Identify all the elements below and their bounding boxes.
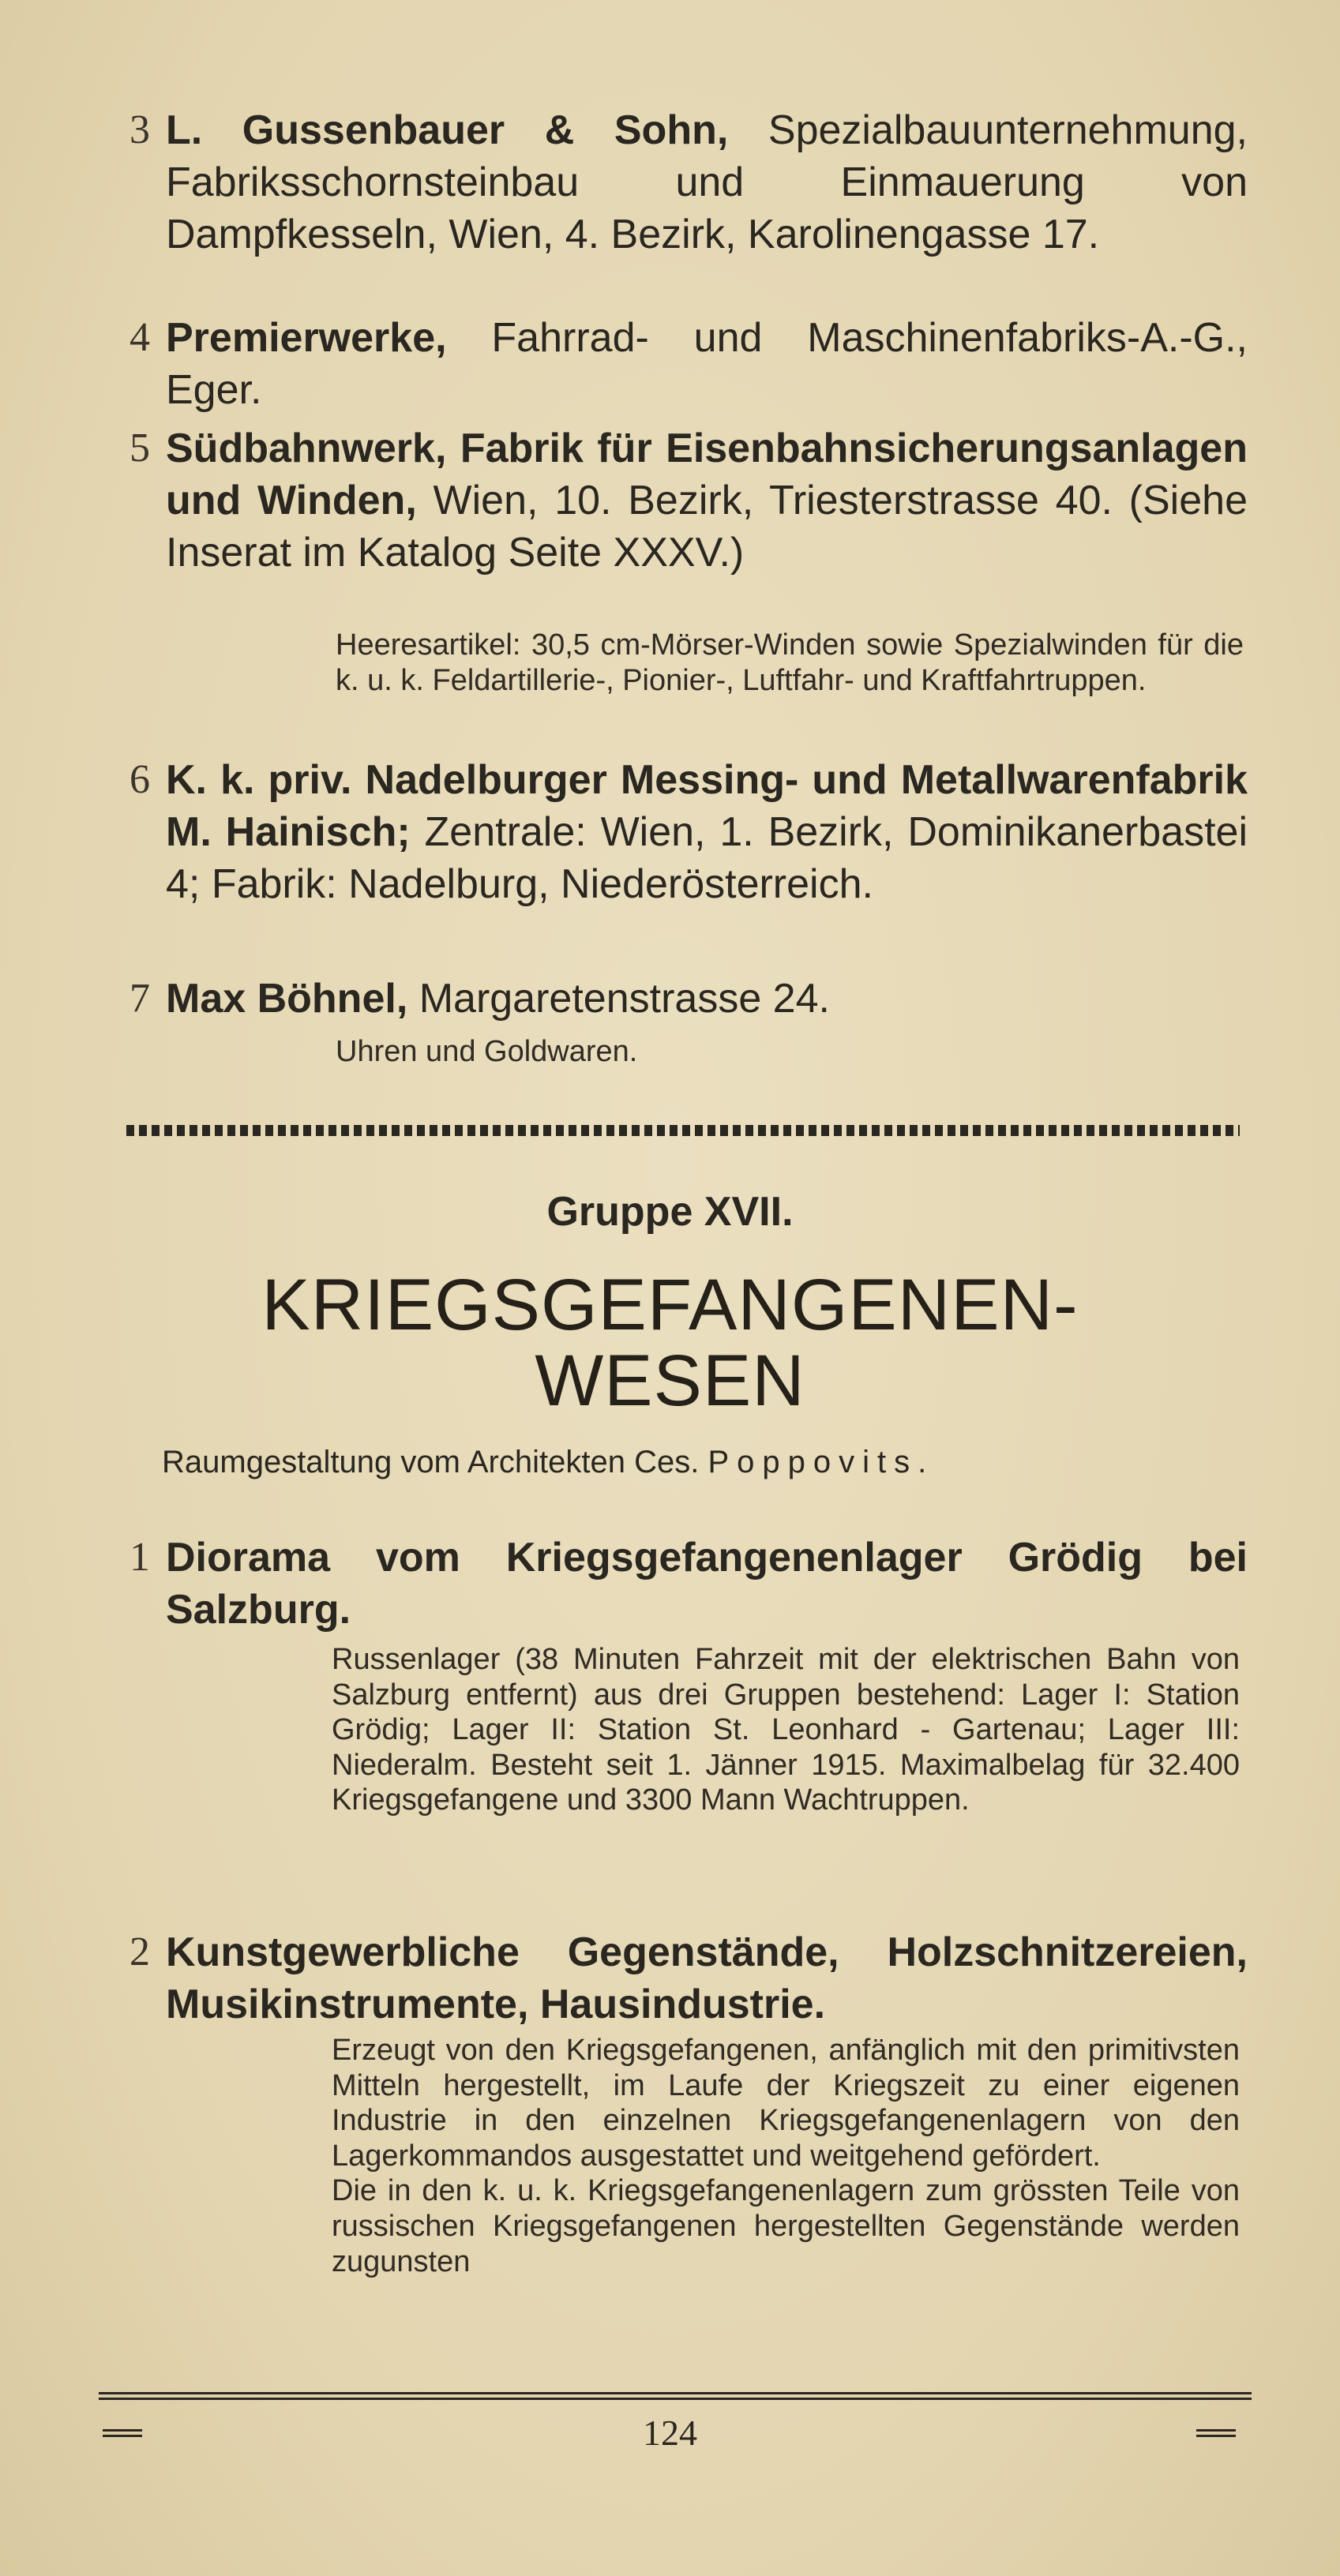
- page-number: 124: [643, 2413, 697, 2453]
- entry-description: Wien, 10. Bezirk, Triesterstrasse 40. (Siehe Inserat im Katalog Seite XXXV.): [166, 478, 1248, 576]
- entry-5-note: Heeresartikel: 30,5 cm-Mörser-Winden sowie Spezialwinden für die k. u. k. Feldartillerie-, Pionier-, Luftfahr- und Kraftfahrtruppen.: [336, 628, 1244, 697]
- group-label: Gruppe XVII.: [546, 1189, 794, 1235]
- page-footer: [0, 2412, 1340, 2459]
- company-name: Südbahnwerk, Fabrik für Eisenbahnsicherungsanlagen und Winden,: [166, 426, 1248, 523]
- entry-number: 6: [129, 757, 150, 802]
- group-entry-1-description: Russenlager (38 Minuten Fahrzeit mit der elektrischen Bahn von Salzburg entfernt) aus drei Gruppen bestehend: Lager I: Station Grödig; Lager II: Station St. Leonhard - Gartenau; Lager III: Niederalm. Besteht seit 1. Jänner 1915. Maximalbelag für 32.400 Kriegsgefangene und 3300 Mann Wachtruppen.: [332, 1643, 1240, 1817]
- company-name: Max Böhnel,: [166, 976, 408, 1022]
- entry-number: 1: [129, 1535, 150, 1580]
- entry-4: [129, 312, 1248, 416]
- entry-3: [129, 104, 1248, 261]
- entry-7-note: Uhren und Goldwaren.: [336, 1035, 638, 1068]
- entry-number: 2: [129, 1929, 150, 1974]
- entry-5: [129, 422, 1248, 579]
- entry-7: [129, 973, 1248, 1025]
- design-credit: [162, 1445, 1188, 1480]
- entry-number: 4: [129, 315, 150, 360]
- design-credit-prefix: Raumgestaltung vom Architekten Ces.: [162, 1445, 700, 1479]
- entry-description: Margaretenstrasse 24.: [407, 976, 830, 1022]
- dotted-separator: [126, 1125, 1240, 1136]
- exhibit-title: Kunstgewerbliche Gegenstände, Holzschnitzereien, Musikinstrumente, Hausindustrie.: [166, 1929, 1248, 2027]
- architect-name: Poppovits.: [708, 1445, 935, 1479]
- entry-number: 5: [129, 426, 150, 471]
- entry-description: Spezialbauunternehmung, Fabriksschornsteinbau und Einmauerung von Dampfkesseln, Wien, 4. Bezirk, Karolinengasse 17.: [166, 107, 1248, 257]
- entry-number: 3: [129, 107, 150, 152]
- description-paragraph: Erzeugt von den Kriegsgefangenen, anfänglich mit den primitivsten Mitteln hergestellt, im Laufe der Kriegszeit zu einer eigenen Industrie in den einzelnen Kriegsgefangenenlagern von den Lagerkommandos ausgestattet und weitgehend gefördert.: [332, 2034, 1240, 2173]
- exhibit-title: Diorama vom Kriegsgefangenenlager Grödig bei Salzburg.: [166, 1535, 1248, 1633]
- entry-description: Zentrale: Wien, 1. Bezirk, Dominikanerbastei 4; Fabrik: Nadelburg, Niederösterreich.: [166, 809, 1248, 907]
- bottom-double-rule: [99, 2392, 1252, 2400]
- group-title: [0, 1267, 1340, 1419]
- entry-6: [129, 754, 1248, 910]
- group-title-line-1: KRIEGSGEFANGENEN-: [261, 1265, 1079, 1345]
- group-entry-1: [129, 1532, 1248, 1636]
- group-title-line-2: WESEN: [535, 1340, 805, 1421]
- group-entry-2: [129, 1926, 1248, 2030]
- description-paragraph-continued: Die in den k. u. k. Kriegsgefangenenlagern zum grössten Teile von russischen Kriegsgefangenen hergestellten Gegenstände werden zugunsten: [332, 2174, 1240, 2278]
- group-entry-2-description: [332, 2033, 1240, 2279]
- entry-description: Fahrrad- und Maschinenfabriks-A.-G., Eger.: [166, 315, 1248, 413]
- company-name: K. k. priv. Nadelburger Messing- und Metallwarenfabrik M. Hainisch;: [166, 757, 1248, 855]
- entry-number: 7: [129, 976, 150, 1021]
- company-name: Premierwerke,: [166, 315, 447, 361]
- footer-ornament-right: [1196, 2429, 1236, 2437]
- company-name: L. Gussenbauer & Sohn,: [166, 107, 729, 153]
